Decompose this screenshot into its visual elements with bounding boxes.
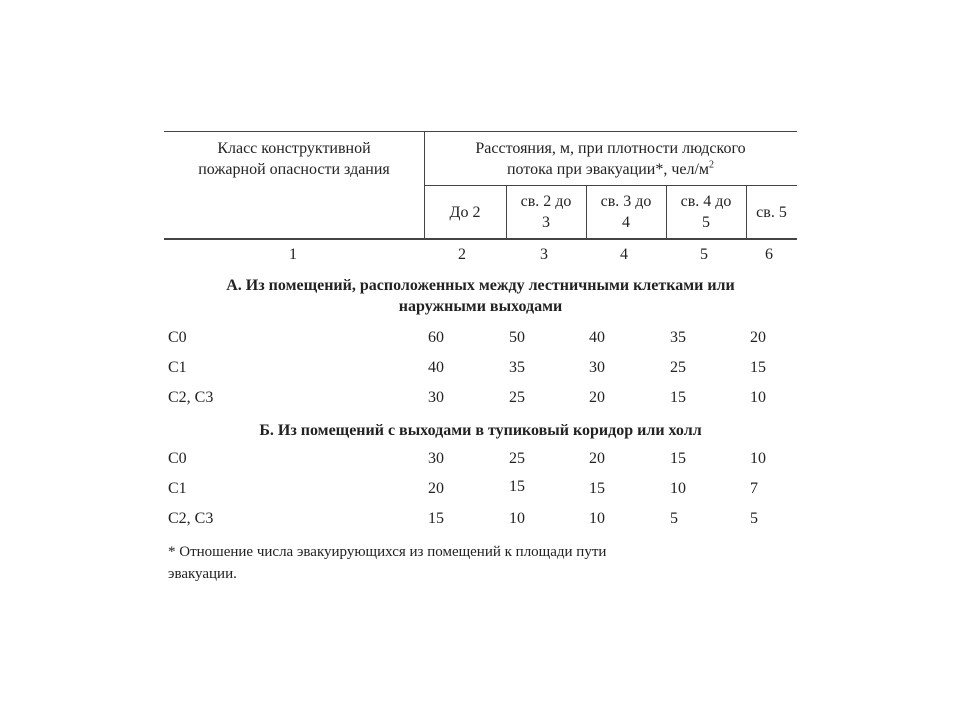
table-cell: 60	[428, 329, 444, 346]
table-cell: 10	[509, 510, 525, 527]
table-cell: 35	[670, 329, 686, 346]
table-cell: 30	[428, 389, 444, 406]
table-cell: 35	[509, 359, 525, 376]
table-cell: 10	[589, 510, 605, 527]
row-label: С2, С3	[168, 389, 214, 406]
table-cell: 20	[589, 450, 605, 467]
table-cell: 15	[670, 389, 686, 406]
table-cell: 20	[589, 389, 605, 406]
row-label: С1	[168, 480, 187, 497]
column-number: 4	[620, 246, 628, 263]
column-number: 6	[765, 246, 773, 263]
table-cell: 25	[509, 389, 525, 406]
table-cell: 15	[589, 480, 605, 497]
table-cell: 25	[509, 450, 525, 467]
footnote: * Отношение числа эвакуирующихся из помещений к площади пути эвакуации.	[168, 544, 607, 582]
table-cell: 15	[670, 450, 686, 467]
subheader-cell: св. 3 до 4	[600, 193, 652, 231]
table-cell: 15	[509, 478, 525, 495]
table-cell: 15	[428, 510, 444, 527]
header-distance-line2: потока при эвакуации*, чел/$м^2$	[506, 159, 715, 178]
table-cell: 50	[509, 329, 525, 346]
table-cell: 30	[428, 450, 444, 467]
header-distance-line1: Расстояния, м, при плотности людского	[475, 140, 746, 157]
table-cell: 40	[428, 359, 444, 376]
subheader-cell: До 2	[449, 203, 481, 221]
subheader-cell: св. 4 до 5	[680, 193, 732, 231]
column-number: 5	[700, 246, 708, 263]
row-label: С0	[168, 329, 187, 346]
row-label: С1	[168, 359, 187, 376]
table-bottom-border	[164, 238, 797, 240]
subheader-cell: св. 5	[756, 203, 787, 221]
table-cell: 15	[750, 359, 766, 376]
row-label: С2, С3	[168, 510, 214, 527]
table-cell: 7	[750, 480, 758, 497]
table-top-border	[164, 131, 797, 132]
table-cell: 5	[750, 510, 758, 527]
subheader-cell: св. 2 до 3	[520, 193, 572, 231]
header-class-cell: Класс конструктивной пожарной опасности здания	[198, 140, 390, 178]
table-cell: 40	[589, 329, 605, 346]
column-number: 1	[289, 246, 297, 263]
table-cell: 10	[670, 480, 686, 497]
table-cell: 30	[589, 359, 605, 376]
header-distance-cell	[424, 136, 797, 182]
section-a-title: А. Из помещений, расположенных между лестничными клетками или наружными выходами	[226, 277, 735, 315]
table-cell: 10	[750, 389, 766, 406]
table-cell: 20	[428, 480, 444, 497]
table-cell: 10	[750, 450, 766, 467]
subheader-border	[424, 185, 797, 186]
section-b-title: Б. Из помещений с выходами в тупиковый коридор или холл	[259, 422, 702, 439]
column-number: 2	[458, 246, 466, 263]
table-cell: 25	[670, 359, 686, 376]
column-number: 3	[540, 246, 548, 263]
table-cell: 20	[750, 329, 766, 346]
row-label: С0	[168, 450, 187, 467]
table-cell: 5	[670, 510, 678, 527]
